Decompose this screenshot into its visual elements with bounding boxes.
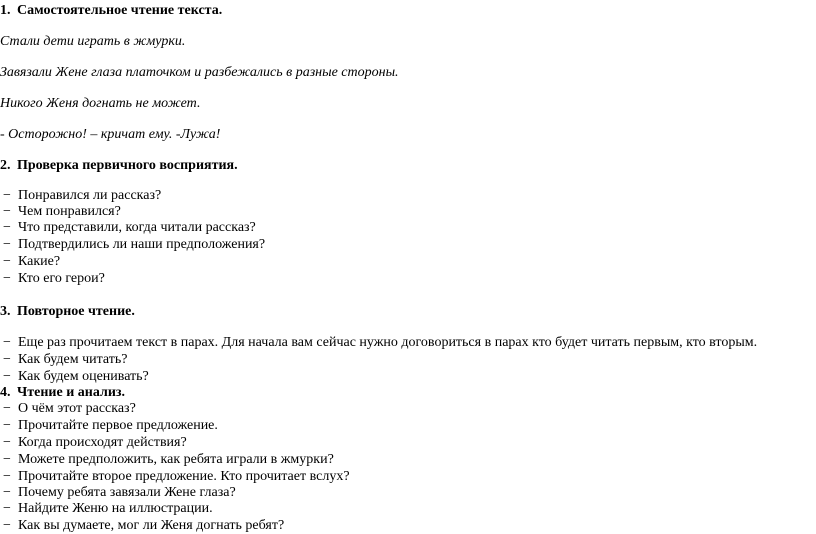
list-item-text: Как вы думаете, мог ли Женя догнать ребят? (18, 518, 285, 533)
bullet-dash: − (3, 254, 11, 269)
bullet-dash: − (3, 435, 11, 450)
bullet-dash: − (3, 369, 11, 384)
section-3-heading (0, 304, 135, 320)
list-item (0, 469, 350, 485)
bullet-dash: − (3, 452, 11, 467)
list-item-text: Найдите Женю на иллюстрации. (18, 501, 213, 516)
list-item (0, 401, 136, 417)
list-item (0, 485, 236, 501)
bullet-dash: − (3, 271, 11, 286)
section-1-number: 1. (0, 3, 11, 18)
list-item-text: Когда происходят действия? (18, 435, 187, 450)
list-item-text: Подтвердились ли наши предположения? (18, 237, 266, 252)
section-2-title: Проверка первичного восприятия. (17, 158, 238, 173)
list-item-text: Что представили, когда читали рассказ? (18, 220, 256, 235)
bullet-dash: − (3, 501, 11, 516)
bullet-dash: − (3, 485, 11, 500)
list-item (0, 518, 284, 534)
section-3-title: Повторное чтение. (17, 304, 135, 319)
list-item-text: Кто его герои? (18, 271, 105, 286)
list-item (0, 352, 127, 368)
bullet-dash: − (3, 204, 11, 219)
list-item (0, 335, 757, 351)
bullet-dash: − (3, 469, 11, 484)
bullet-dash: − (3, 188, 11, 203)
list-item-text: Можете предположить, как ребята играли в жмурки? (18, 452, 334, 467)
list-item-text: О чём этот рассказ? (18, 401, 136, 416)
list-item (0, 204, 121, 220)
list-item (0, 220, 256, 236)
section-2-number: 2. (0, 158, 11, 173)
story-paragraph-4: - Осторожно! – кричат ему. -Лужа! (0, 127, 221, 142)
list-item (0, 369, 149, 385)
list-item-text: Чем понравился? (18, 204, 121, 219)
bullet-dash: − (3, 237, 11, 252)
list-item-text: Прочитайте первое предложение. (18, 418, 218, 433)
section-4-number: 4. (0, 385, 11, 400)
list-item-text: Прочитайте второе предложение. Кто прочитает вслух? (18, 469, 350, 484)
section-4-title: Чтение и анализ. (17, 385, 126, 400)
bullet-dash: − (3, 418, 11, 433)
story-paragraph-3: Никого Женя догнать не может. (0, 96, 201, 111)
list-item (0, 271, 105, 287)
bullet-dash: − (3, 220, 11, 235)
section-4-heading (0, 385, 125, 401)
list-item (0, 254, 60, 270)
bullet-dash: − (3, 352, 11, 367)
section-2-heading (0, 158, 238, 174)
bullet-dash: − (3, 518, 11, 533)
list-item-text: Как будем читать? (18, 352, 128, 367)
bullet-dash: − (3, 401, 11, 416)
story-paragraph-1: Стали дети играть в жмурки. (0, 34, 186, 49)
list-item (0, 188, 161, 204)
section-1-heading (0, 3, 222, 19)
list-item (0, 237, 265, 253)
story-paragraph-2: Завязали Жене глаза платочком и разбежались в разные стороны. (0, 65, 399, 80)
list-item (0, 452, 334, 468)
list-item (0, 418, 218, 434)
list-item (0, 501, 213, 517)
list-item-text: Еще раз прочитаем текст в парах. Для начала вам сейчас нужно договориться в парах кто будет читать первым, кто вторым. (18, 335, 758, 350)
list-item-text: Как будем оценивать? (18, 369, 149, 384)
list-item-text: Почему ребята завязали Жене глаза? (18, 485, 236, 500)
section-3-number: 3. (0, 304, 11, 319)
list-item-text: Понравился ли рассказ? (18, 188, 162, 203)
list-item-text: Какие? (18, 254, 61, 269)
bullet-dash: − (3, 335, 11, 350)
section-1-title: Самостоятельное чтение текста. (17, 3, 223, 18)
list-item (0, 435, 187, 451)
